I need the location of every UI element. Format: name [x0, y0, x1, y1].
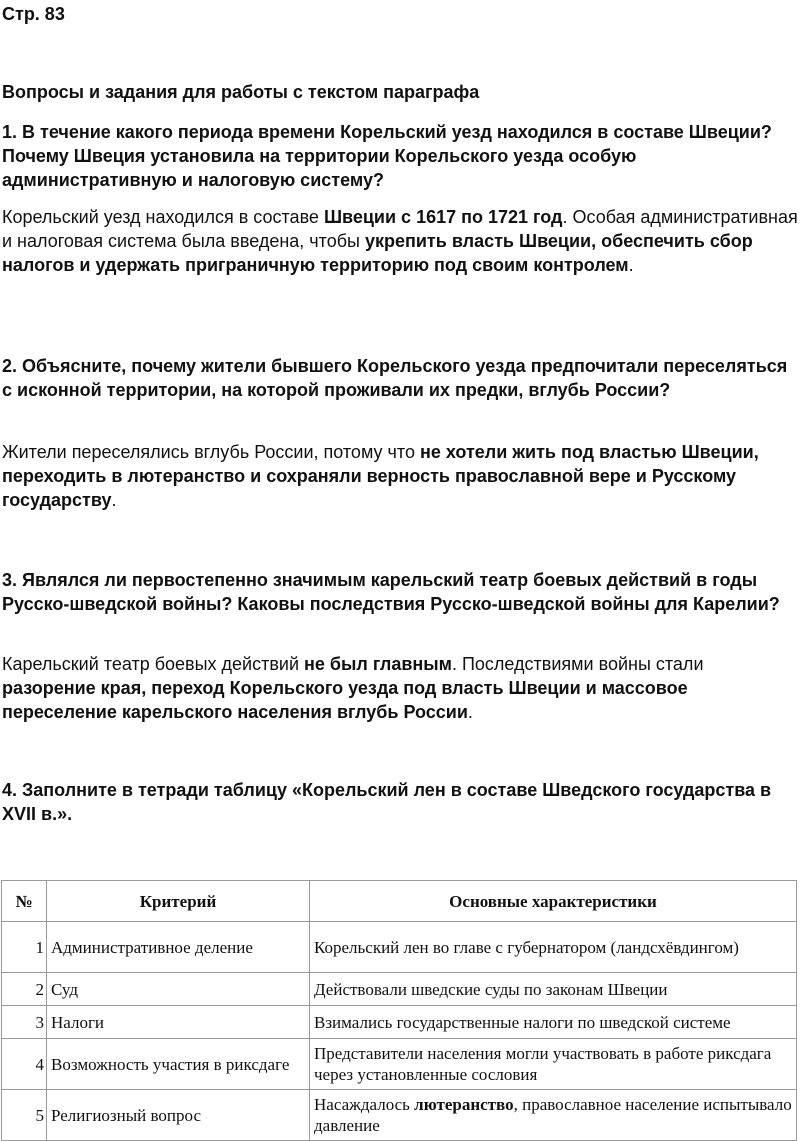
- row-characteristics: Корельский лен во главе с губернатором (ландсхёвдингом): [310, 922, 797, 973]
- row-number: 5: [2, 1090, 47, 1141]
- table-row: [2, 1039, 797, 1090]
- answer-text: Карельский театр боевых действий: [2, 654, 305, 674]
- characteristics-highlight: лютеранство: [414, 1095, 514, 1114]
- question-4: 4. Заполните в тетради таблицу «Корельский лен в составе Шведского государства в XVII в.».: [2, 780, 772, 824]
- table-row: [2, 973, 797, 1006]
- characteristics-text: Насаждалось: [314, 1095, 415, 1114]
- row-criterion: Возможность участия в риксдаге: [47, 1039, 310, 1090]
- answer-text: Корельский уезд находился в составе: [2, 207, 324, 227]
- answer-3: [2, 652, 798, 724]
- page-number: Стр. 83: [2, 4, 65, 24]
- question-1: 1. В течение какого периода времени Корельский уезд находился в составе Швеции? Почему Швеция установила на территории Корельского уезда особую административную и налоговую систему?: [2, 122, 772, 190]
- row-criterion: Суд: [47, 973, 310, 1006]
- answer-highlight: укрепить власть Швеции, обеспечить сбор налогов и удержать приграничную территорию под своим контролем: [2, 231, 753, 275]
- row-criterion: Налоги: [47, 1006, 310, 1039]
- answer-highlight: Швеции с 1617 по 1721 год: [323, 207, 563, 227]
- row-number: 2: [2, 973, 47, 1006]
- row-number: 4: [2, 1039, 47, 1090]
- answer-highlight: не хотели жить под властью Швеции, переходить в лютеранство и сохраняли верность православной вере и Русскому государству: [2, 442, 759, 510]
- header-criterion: Критерий: [47, 881, 310, 922]
- table-row: [2, 922, 797, 973]
- answer-highlight: разорение края, переход Корельского уезда под власть Швеции и массовое переселение карельского населения вглубь России: [2, 678, 688, 722]
- row-characteristics: Представители населения могли участвовать в работе риксдага через установленные сословия: [310, 1039, 797, 1090]
- characteristics-text: , православное население испытывало давление: [314, 1095, 792, 1135]
- row-characteristics: Взимались государственные налоги по шведской системе: [310, 1006, 797, 1039]
- answer-2: [2, 440, 798, 512]
- row-criterion: Административное деление: [47, 922, 310, 973]
- answer-text: . Последствиями войны стали: [451, 654, 704, 674]
- row-number: 3: [2, 1006, 47, 1039]
- answer-text: Жители переселялись вглубь России, потому что: [2, 442, 420, 462]
- table-row: [2, 1090, 797, 1141]
- table-header-row: [2, 881, 797, 922]
- answer-text: .: [628, 255, 634, 275]
- question-3: 3. Являлся ли первостепенно значимым карельский театр боевых действий в годы Русско-шведской войны? Каковы последствия Русско-шведской войны для Карелии?: [2, 570, 780, 614]
- row-criterion: Религиозный вопрос: [47, 1090, 310, 1141]
- header-number: №: [2, 881, 47, 922]
- answer-1: [2, 205, 798, 277]
- table-row: [2, 1006, 797, 1039]
- answer-text: .: [467, 702, 473, 722]
- row-number: 1: [2, 922, 47, 973]
- row-characteristics: [310, 1090, 797, 1141]
- answer-text: . Особая административная и налоговая система была введена, чтобы: [2, 207, 798, 251]
- answer-text: .: [111, 490, 117, 510]
- answer-highlight: не был главным: [304, 654, 452, 674]
- question-2: 2. Объясните, почему жители бывшего Корельского уезда предпочитали переселяться с исконной территории, на которой проживали их предки, вглубь России?: [2, 356, 788, 400]
- characteristics-table: [1, 880, 797, 1141]
- header-characteristics: Основные характеристики: [310, 881, 797, 922]
- row-characteristics: Действовали шведские суды по законам Швеции: [310, 973, 797, 1006]
- section-title: Вопросы и задания для работы с текстом параграфа: [2, 82, 480, 102]
